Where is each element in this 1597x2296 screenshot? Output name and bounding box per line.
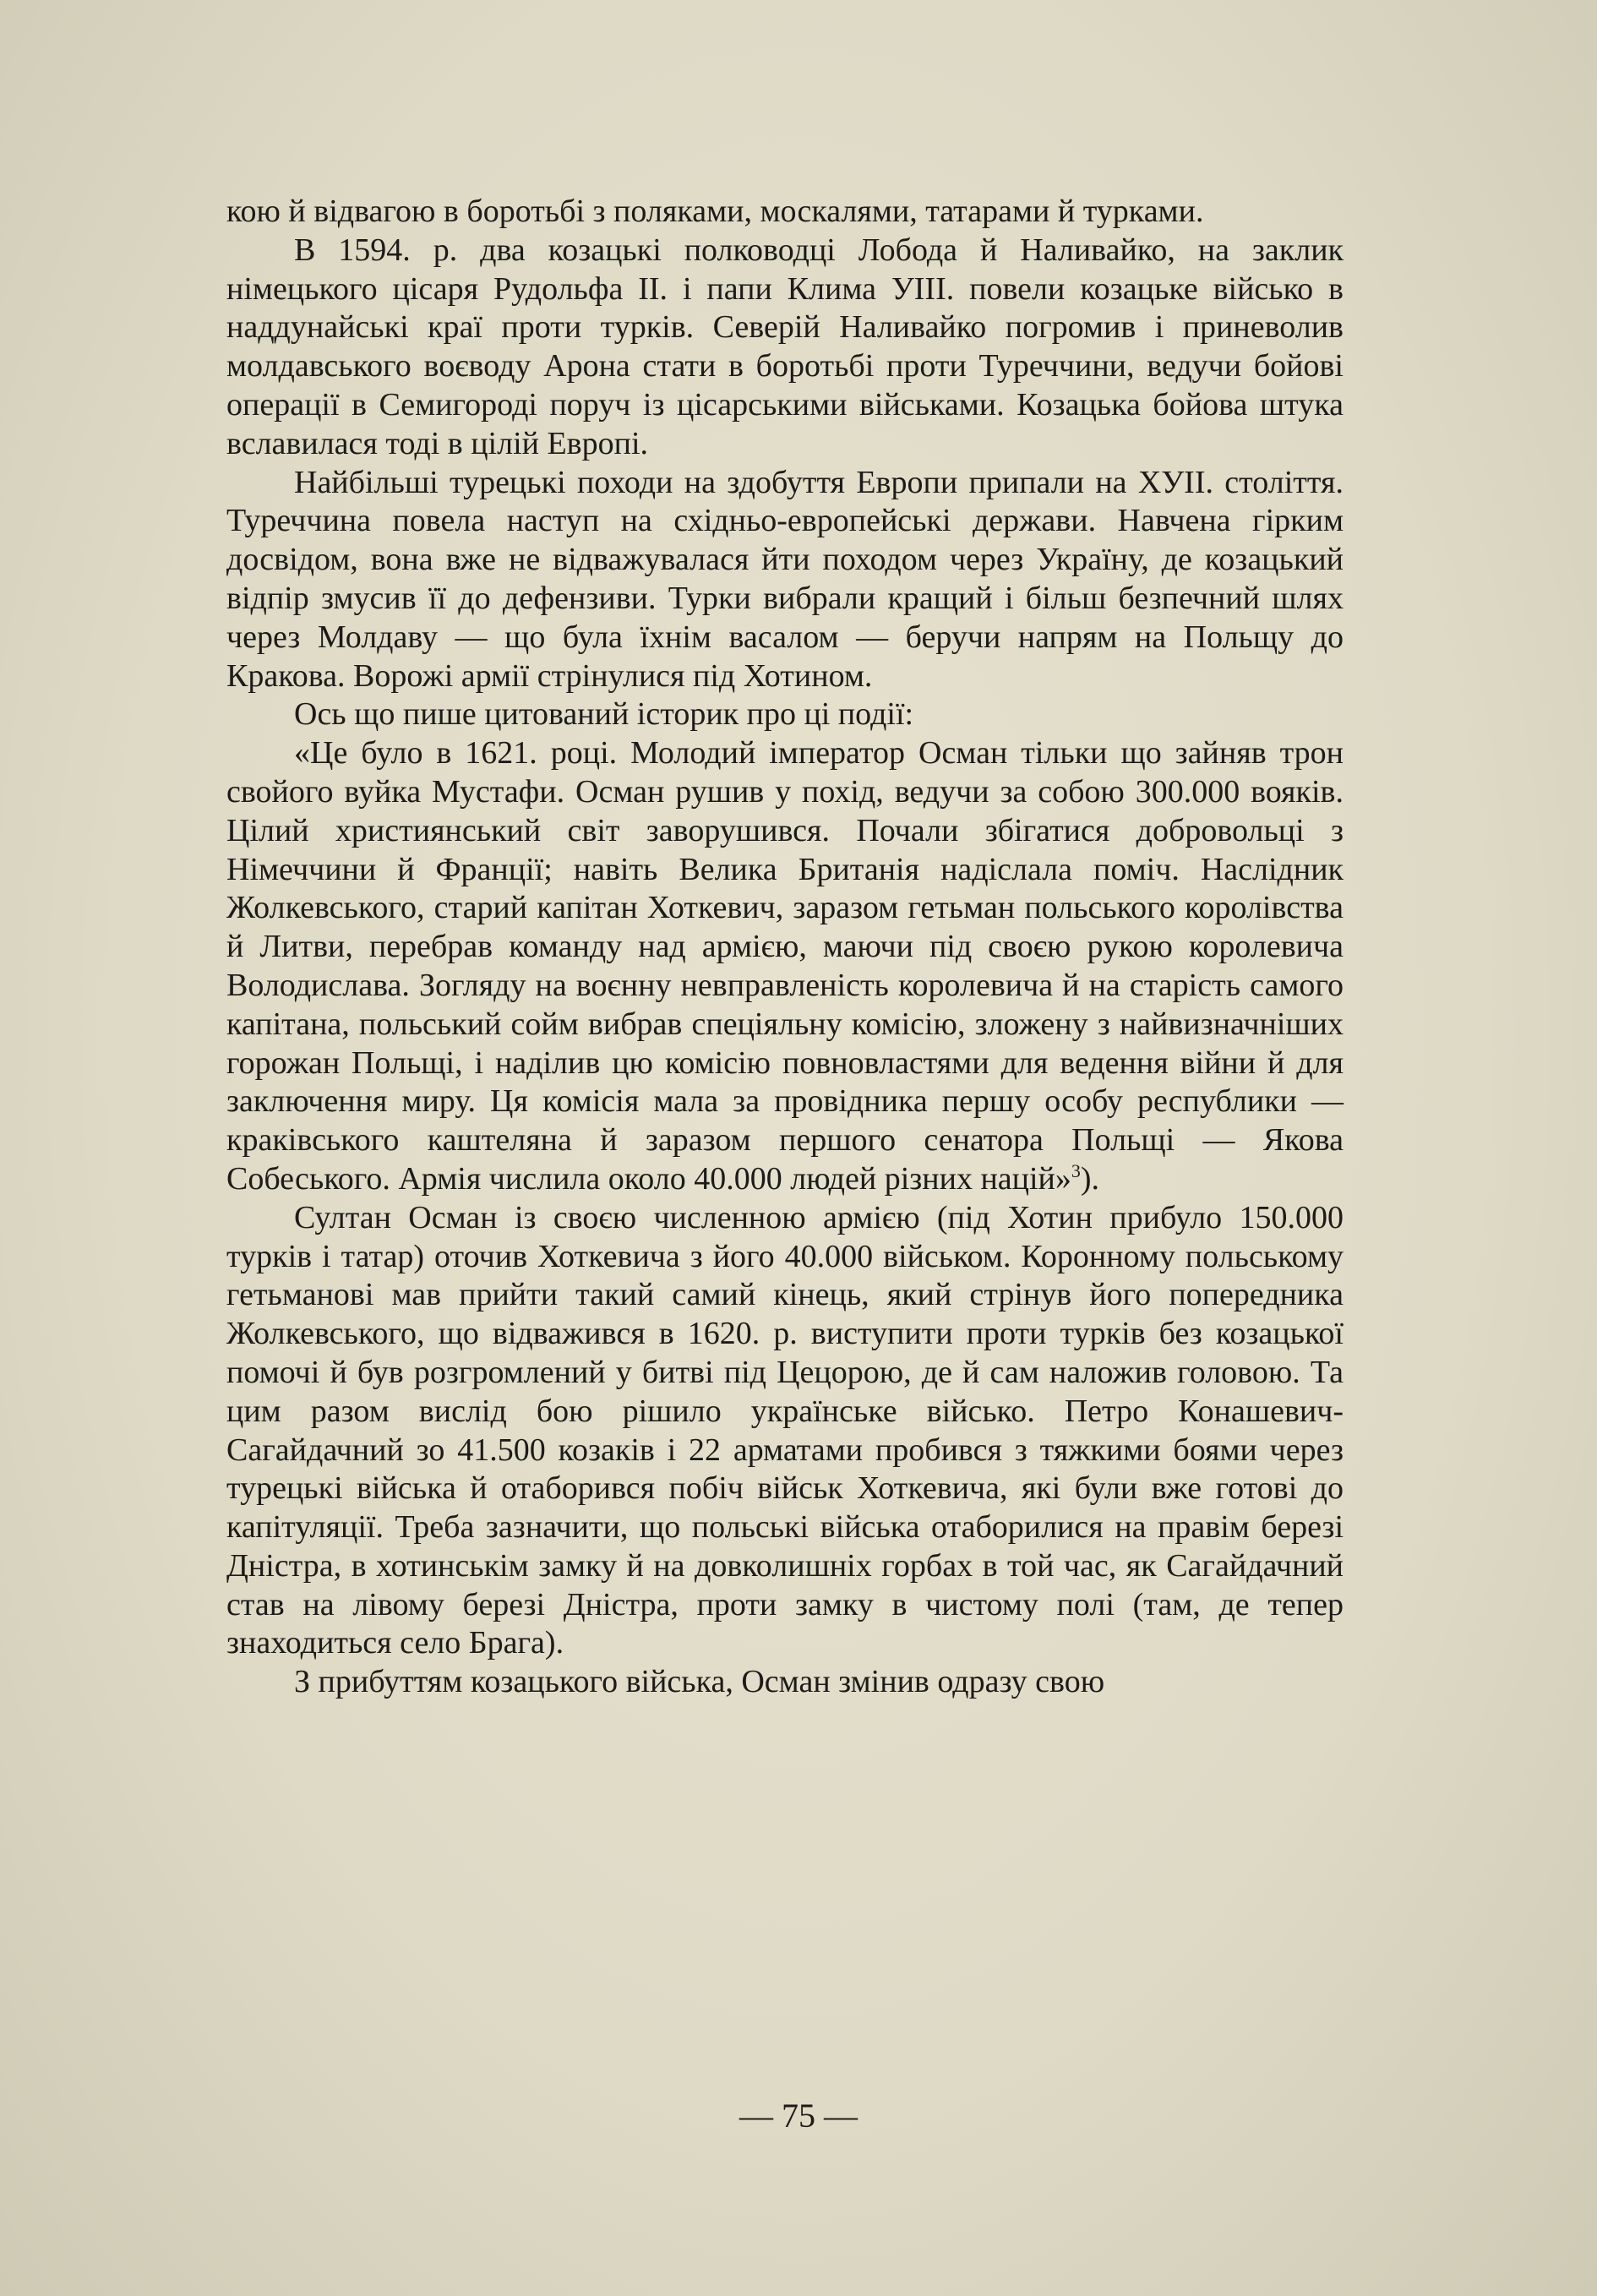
paragraph-4: Ось що пише цитований історик про ці події: xyxy=(294,696,914,733)
paragraph-6: Султан Осман із своєю численною армією (під Хотин прибуло 150.000 турків і татар) оточив Хоткевича з його 40.000 військом. Коронному польському гетьманові мав прийти такий самий кінець, який стрінув його попередника Жолкевського, що відважився в 1620. р. виступити проти турків без козацької помочі й був розгромлений у битві під Цецорою, де й сам наложив головою. Та цим разом вислід бою рішило українське військо. Петро Конашевич-Сагайдачний зо 41.500 козаків і 22 арматами пробився з тяжкими боями через турецькі війська й отаборився побіч військ Хоткевича, які були вже готові до капітуляції. Треба зазначити, що польські війська отаборилися на правім березі Дністра, в хотинськім замку й на довколишніх горбах в той час, як Сагайдачний став на лівому березі Дністра, проти замку в чистому полі (там, де тепер знаходиться село Брага). xyxy=(226,1199,1344,1661)
paragraph-7: З прибуттям козацького війська, Осман змінив одразу свою xyxy=(294,1664,1105,1700)
paragraph-5-quote xyxy=(226,734,1344,1199)
page-number: — 75 — xyxy=(739,2097,858,2135)
quote-text: «Це було в 1621. році. Молодий імператор Осман тільки що зайняв трон свойого вуйка Мустафи. Осман рушив у похід, ведучи за собою 300.000 вояків. Цілий християнський світ заворушився. Почали збігатися добровольці з Німеччини й Франції; навіть Велика Британія надіслала поміч. Наслідник Жолкевського, старий капітан Хоткевич, заразом гетьман польського королівства й Литви, перебрав команду над армією, маючи під своєю рукою королевича Володислава. Зогляду на воєнну невправленість королевича й на старість самого капітана, польський сойм вибрав спеціяльну комісію, зложену з найвизначніших горожан Польщі, і наділив цю комісію повновластями для ведення війни й для заключення миру. Ця комісія мала за провідника першу особу республики — краківського каштеляна й заразом першого сенатора Польщі — Якова Собеського. Армія числила около 40.000 людей різних націй» xyxy=(226,735,1344,1197)
quote-closing: ). xyxy=(1080,1160,1100,1197)
text-body xyxy=(226,193,1344,1702)
paragraph-3: Найбільші турецькі походи на здобуття Европи припали на ХУІІ. століття. Туреччина повела наступ на східньо-европейські держави. Навчена гірким досвідом, вона вже не відважувалася йти походом через Україну, де козацький відпір змусив її до дефензиви. Турки вибрали кращий і більш безпечний шлях через Молдаву — що була їхнім васалом — беручи напрям на Польщу до Кракова. Ворожі армії стрінулися під Хотином. xyxy=(226,464,1344,694)
paragraph-2: В 1594. р. два козацькі полководці Лобода й Наливайко, на заклик німецького цісаря Рудольфа II. і папи Клима УІІІ. повели козацьке військо в наддунайські краї проти турків. Северій Наливайко погромив і приневолив молдавського воєводу Арона стати в боротьбі проти Туреччини, ведучи бойові операції в Семигороді поруч із цісарськими військами. Козацька бойова штука вславилася тоді в цілій Европі. xyxy=(226,232,1344,461)
footnote-reference: 3 xyxy=(1071,1159,1081,1181)
paragraph-1: кою й відвагою в боротьбі з поляками, москалями, татарами й турками. xyxy=(226,194,1204,229)
